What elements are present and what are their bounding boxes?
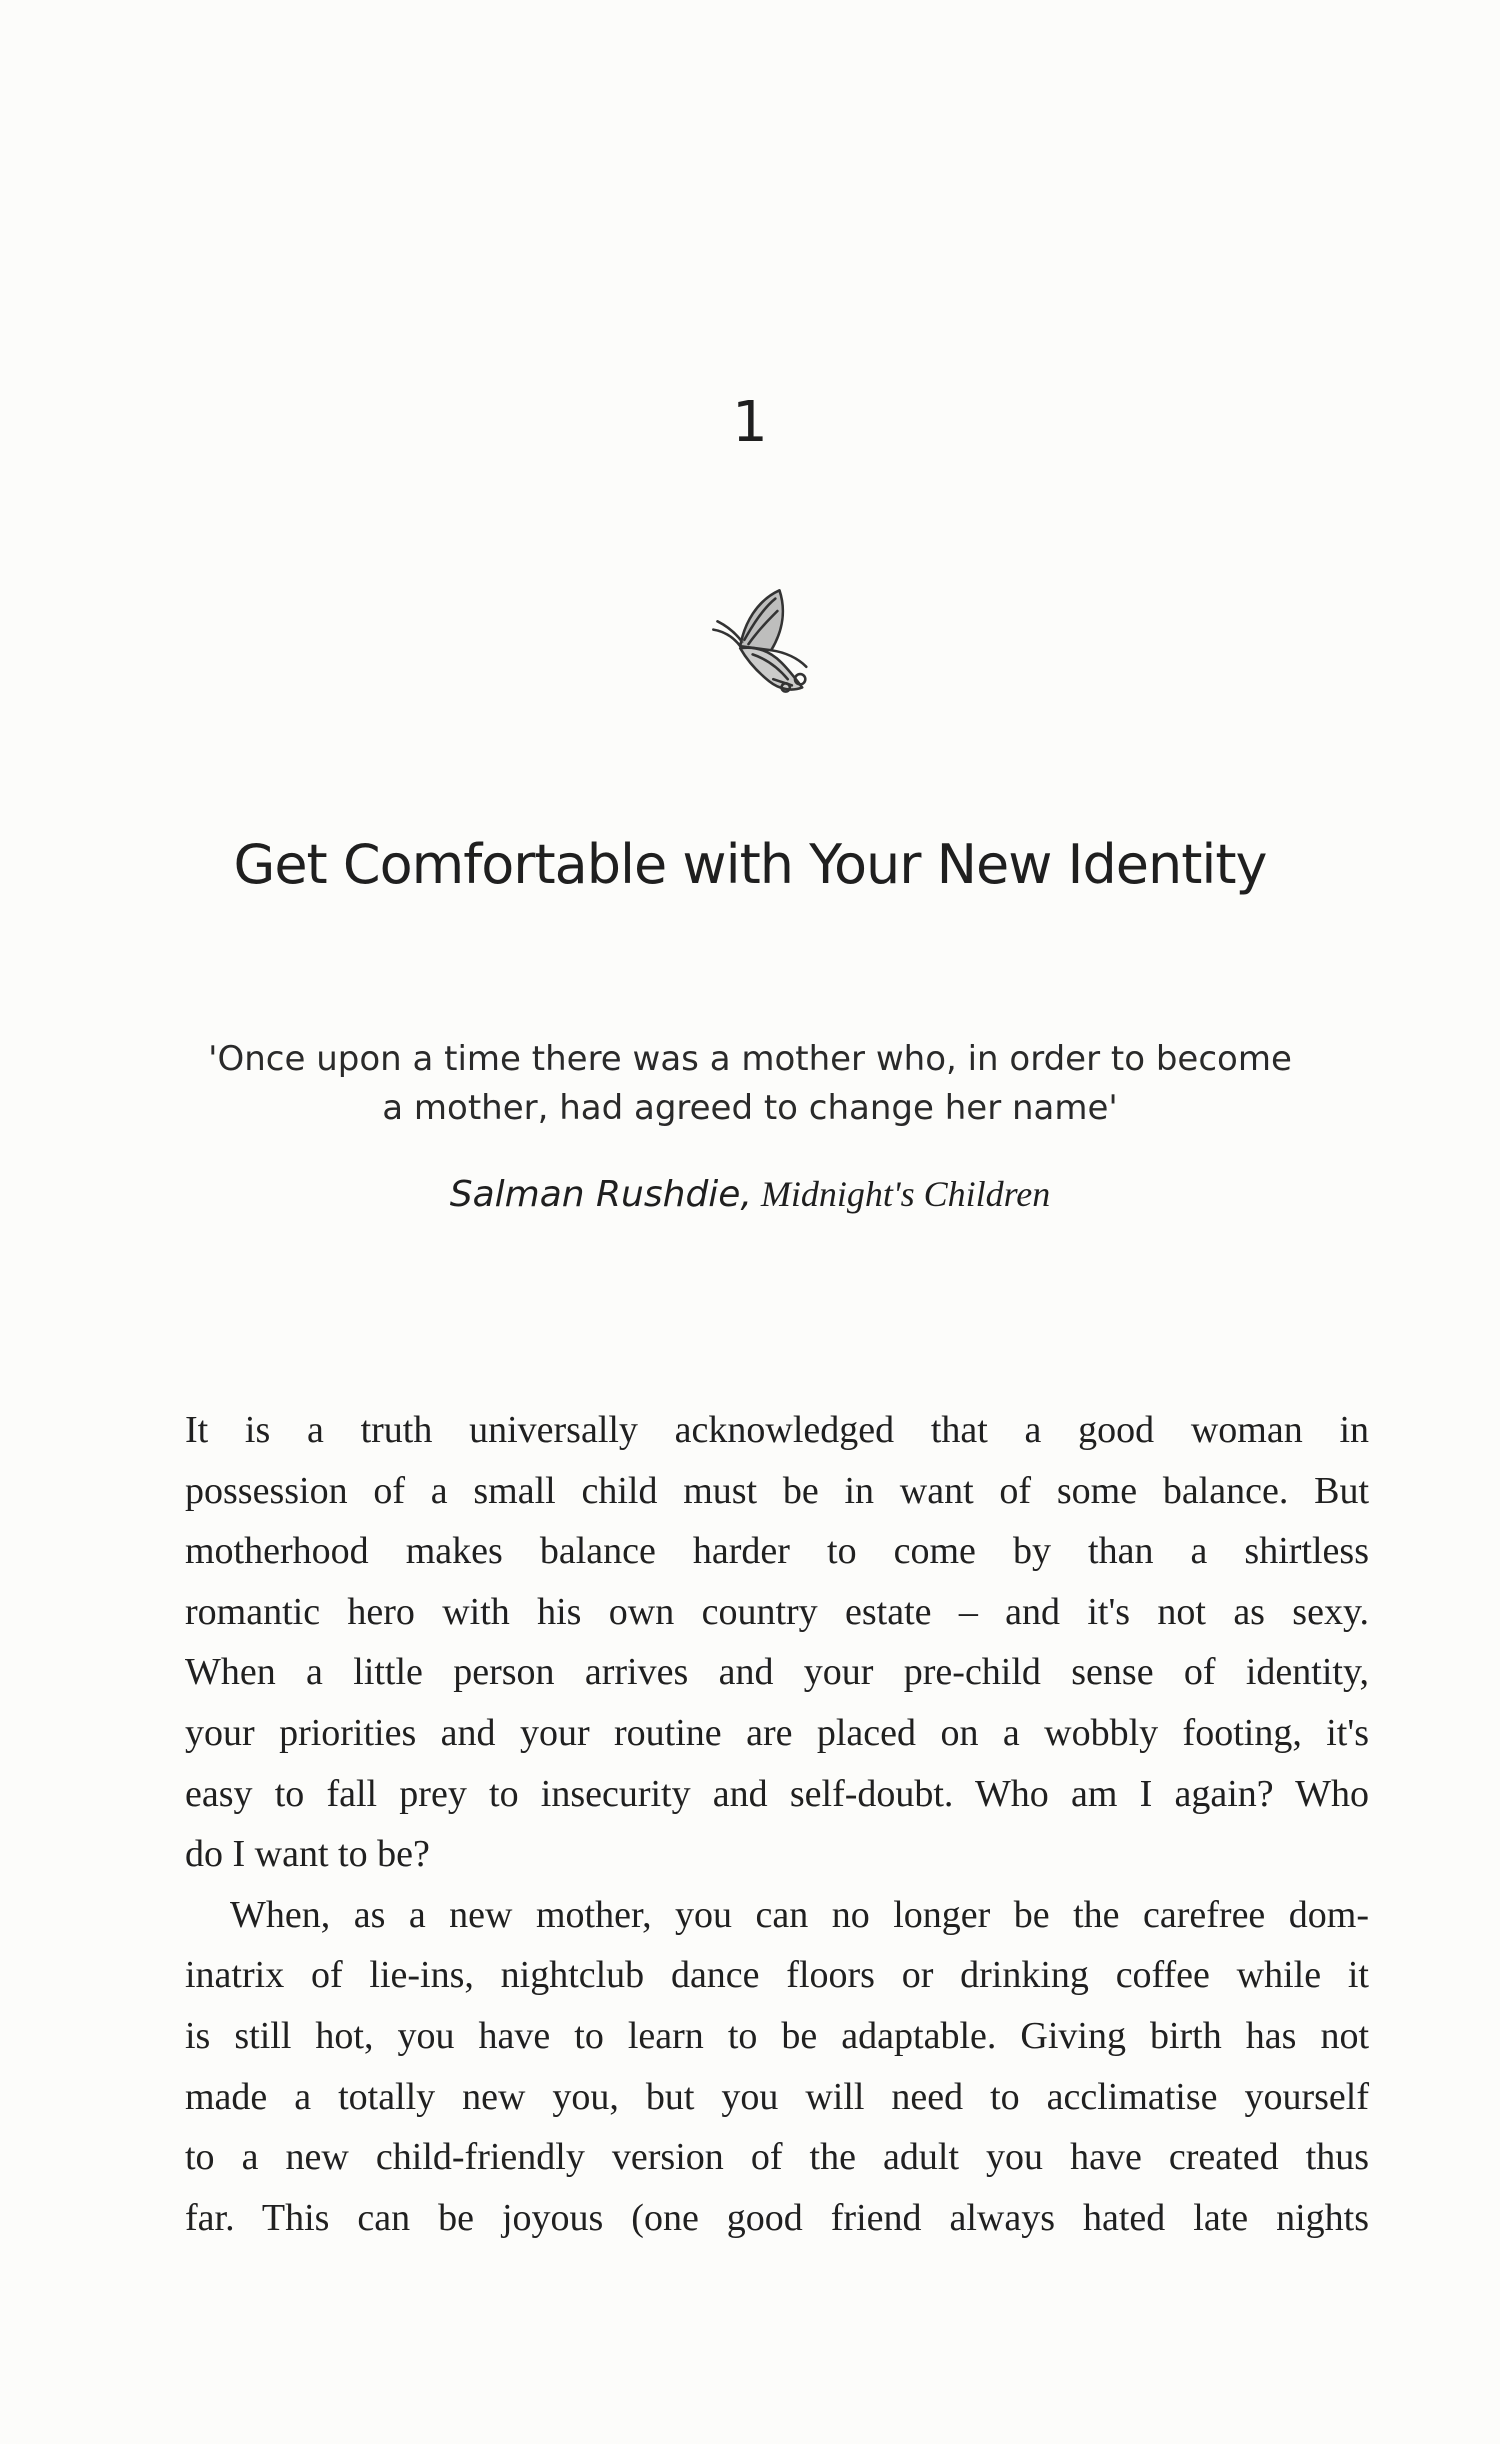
text-line: do I want to be? (185, 1833, 430, 1876)
epigraph-line: 'Once upon a time there was a mother who, in order to become (208, 1039, 1292, 1079)
chapter-body (185, 1400, 1369, 2248)
epigraph-line: a mother, had agreed to change her name' (382, 1087, 1118, 1128)
chapter-number: 1 (732, 390, 768, 455)
text-line: It is a truth universally acknowledged that a good woman in (185, 1409, 1369, 1451)
epigraph-author: Salman Rushdie, (449, 1174, 752, 1215)
text-line: is still hot, you have to learn to be adaptable. Giving birth has not (185, 2014, 1369, 2057)
body-paragraph (185, 1885, 1369, 2249)
text-line: your priorities and your routine are placed on a wobbly footing, it's (185, 1711, 1369, 1754)
text-line: far. This can be joyous (one good friend always hated late nights (185, 2196, 1369, 2239)
text-line: to a new child-friendly version of the adult you have created thus (185, 2136, 1369, 2179)
text-line: When, as a new mother, you can no longer be the carefree dom- (230, 1893, 1369, 1936)
text-line: easy to fall prey to insecurity and self-doubt. Who am I again? Who (185, 1772, 1369, 1815)
text-line: inatrix of lie-ins, nightclub dance floors or drinking coffee while it (185, 1954, 1369, 1997)
epigraph-attribution (0, 1173, 1500, 1216)
text-line: romantic hero with his own country estate – and it's not as sexy. (185, 1590, 1369, 1633)
butterfly-icon (703, 580, 827, 704)
text-line: When a little person arrives and your pre-child sense of identity, (185, 1651, 1369, 1694)
body-paragraph (185, 1400, 1369, 1885)
text-line: motherhood makes balance harder to come by than a shirtless (185, 1530, 1369, 1573)
chapter-title: Get Comfortable with Your New Identity (233, 833, 1267, 896)
epigraph (0, 1035, 1500, 1132)
text-line: made a totally new you, but you will need to acclimatise yourself (185, 2075, 1369, 2118)
text-line: possession of a small child must be in want of some balance. But (185, 1469, 1369, 1512)
epigraph-work-title: Midnight's Children (760, 1174, 1051, 1214)
